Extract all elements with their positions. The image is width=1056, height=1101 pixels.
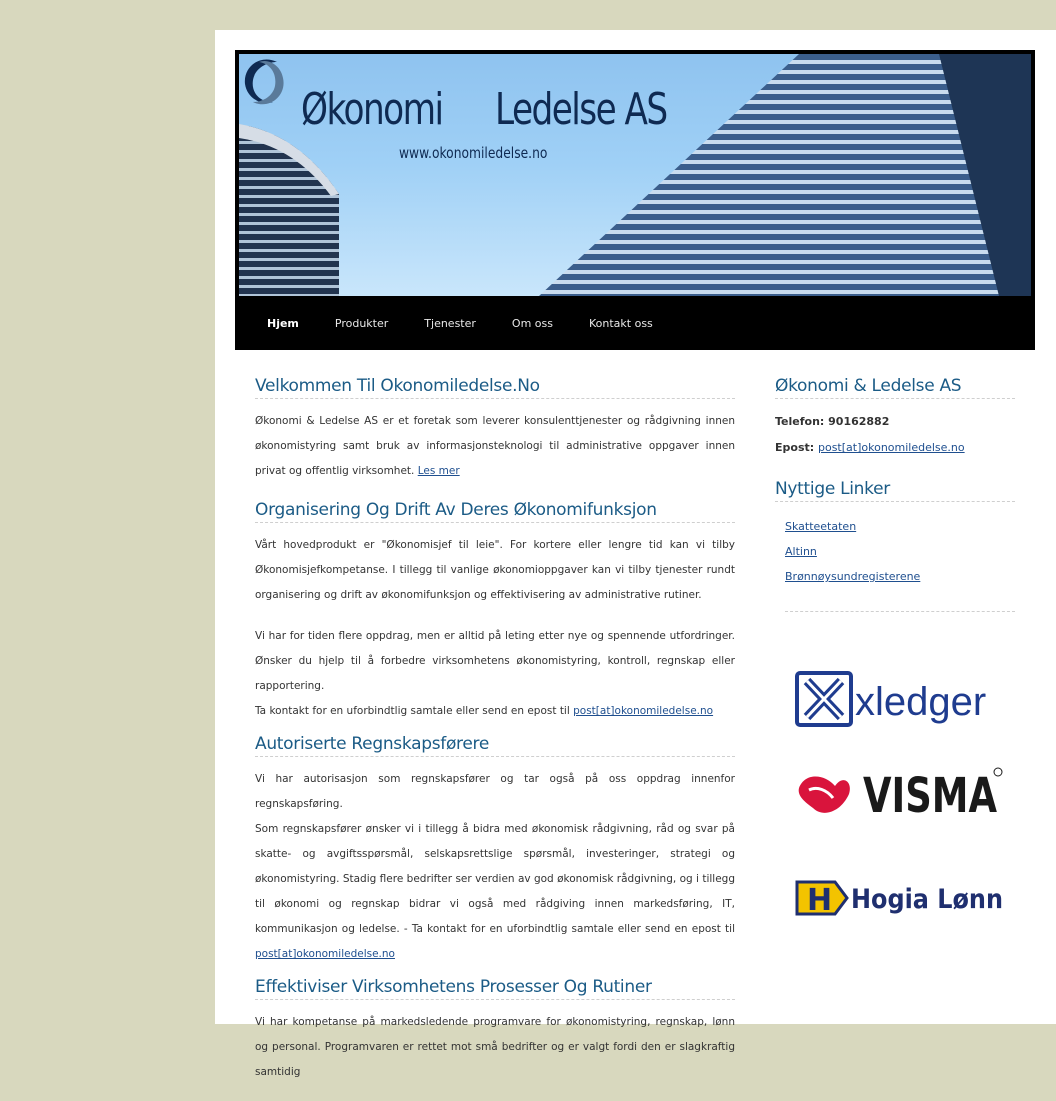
paragraph-text: Økonomi & Ledelse AS er et foretak som leverer konsulenttjenester og rådgivning innen økonomistyring samt bruk av informasjonsteknologi til administrative oppgaver innen privat og offentlig virksomhet.	[255, 415, 735, 477]
section-effektiviser	[255, 977, 735, 1085]
xledger-wordmark: xledger	[855, 680, 987, 724]
links-title: Nyttige Linker	[775, 479, 1015, 502]
visma-logo[interactable]	[795, 764, 1007, 824]
email-link[interactable]: post[at]okonomiledelse.no	[573, 705, 714, 717]
section-title: Effektiviser Virksomhetens Prosesser Og Rutiner	[255, 977, 735, 1000]
section-welcome	[255, 376, 735, 484]
banner-image	[239, 54, 1031, 296]
email-info	[775, 441, 1015, 455]
list-item	[785, 514, 1015, 539]
section-regnskap	[255, 734, 735, 967]
link-bronnoysund[interactable]: Brønnøysundregisterene	[785, 570, 921, 583]
nav-om-oss[interactable]: Om oss	[511, 316, 553, 330]
xledger-mark-icon	[795, 671, 1007, 729]
phone-info	[775, 415, 1015, 429]
sidebar-company-title: Økonomi & Ledelse AS	[775, 376, 1015, 399]
section-text	[255, 624, 735, 724]
logo-text-left: Økonomi	[301, 84, 443, 135]
page-container	[215, 30, 1056, 1078]
list-item	[785, 539, 1015, 564]
visma-wordmark: VISMA	[863, 768, 997, 824]
hogia-mark-icon	[795, 876, 1007, 920]
nav-kontakt-oss[interactable]: Kontakt oss	[588, 316, 653, 330]
logo-text-right: Ledelse AS	[495, 84, 667, 135]
sidebar	[775, 376, 1015, 918]
sidebar-email-link[interactable]: post[at]okonomiledelse.no	[817, 441, 965, 454]
logo-swirl-icon	[239, 54, 289, 110]
section-text: Vårt hovedprodukt er "Økonomisjef til leie". For kortere eller lengre tid kan vi tilby Økonomisjefkompetanse. I tillegg til vanlige økonomioppgaver kan vi tilby tjenester rundt organisering og drift av økonomifunksjon og effektivisering av administrative rutiner.	[255, 539, 735, 601]
paragraph-text: Vi har for tiden flere oppdrag, men er alltid på leting etter nye og spennende utfordringer. Ønsker du hjelp til å forbedre virksomhetens økonomistyring, kontroll, regnskap eller rapportering.	[255, 630, 735, 692]
paragraph-text: Vi har autorisasjon som regnskapsfører og tar også på oss oppdrag innenfor regnskapsføring.	[255, 773, 735, 810]
section-text	[255, 409, 735, 484]
hogia-logo[interactable]	[795, 876, 1007, 920]
phone-number: Telefon: 90162882	[775, 415, 890, 428]
useful-links-list	[775, 514, 1015, 589]
main-content	[255, 376, 735, 1101]
hogia-mark-letter: H	[807, 883, 833, 918]
nav-hjem[interactable]: Hjem	[267, 316, 299, 330]
link-altinn[interactable]: Altinn	[785, 545, 817, 558]
hogia-wordmark: Hogia Lønn	[851, 884, 1003, 915]
xledger-logo[interactable]	[795, 671, 1007, 729]
read-more-link[interactable]: Les mer	[417, 465, 460, 477]
link-skatteetaten[interactable]: Skatteetaten	[785, 520, 857, 533]
section-title: Velkommen Til Okonomiledelse.No	[255, 376, 735, 399]
section-text	[255, 767, 735, 967]
email-label: Epost:	[775, 441, 818, 454]
nav-tjenester[interactable]: Tjenester	[424, 316, 476, 330]
visma-mark-icon	[795, 764, 1007, 824]
logo-url: www.okonomiledelse.no	[399, 144, 548, 162]
header-banner	[235, 50, 1035, 296]
section-text: Vi har kompetanse på markedsledende programvare for økonomistyring, regnskap, lønn og personal. Programvaren er rettet mot små bedrifter og er valgt fordi den er slagkraftig samtidig	[255, 1016, 735, 1078]
nav-produkter[interactable]: Produkter	[334, 316, 389, 330]
sidebar-divider	[785, 611, 1015, 612]
list-item	[785, 564, 1015, 589]
email-link[interactable]: post[at]okonomiledelse.no	[255, 948, 395, 960]
section-title: Organisering Og Drift Av Deres Økonomifunksjon	[255, 500, 735, 523]
section-title: Autoriserte Regnskapsførere	[255, 734, 735, 757]
main-navigation	[235, 296, 1035, 350]
section-organisering	[255, 500, 735, 724]
paragraph-text: Som regnskapsfører ønsker vi i tillegg å bidra med økonomisk rådgivning, råd og svar på skatte- og avgiftsspørsmål, selskapsrettslige spørsmål, investeringer, strategi og økonomistyring. Stadig flere bedrifter ser verdien av god økonomisk rådgivning, og i tillegg til økonomi og regnskap bidrar vi også med rådgiving innen markedsføring, IT, kommunikasjon og ledelse. - Ta kontakt for en uforbindtlig samtale eller send en epost til	[255, 823, 735, 935]
paragraph-text: Ta kontakt for en uforbindtlig samtale eller send en epost til	[255, 705, 574, 717]
